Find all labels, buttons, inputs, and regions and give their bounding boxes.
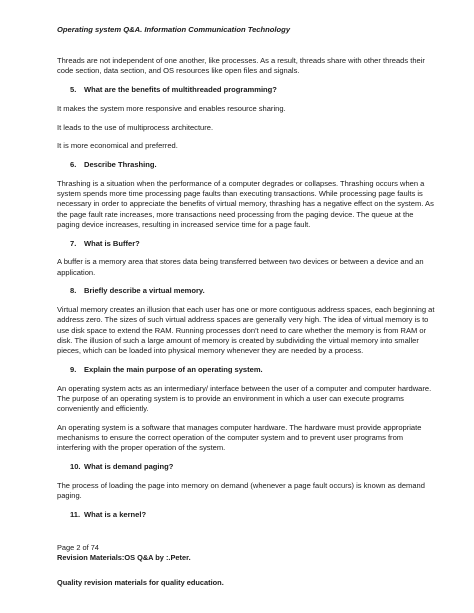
paragraph: An operating system acts as an intermediary/ interface between the user of a computer and computer hardware. The purpose of an operating system is to provide an environment in which a user can execute programs conveniently and efficiently.: [57, 383, 432, 413]
question-text: What is Buffer?: [84, 238, 140, 248]
paragraph: It makes the system more responsive and enables resource sharing.: [57, 103, 286, 113]
question-heading-7: [70, 239, 437, 249]
paragraph: The process of loading the page into memory on demand (whenever a page fault occurs) is known as demand paging.: [57, 480, 425, 500]
question-number: 10.: [70, 462, 81, 471]
question-text: Briefly describe a virtual memory.: [84, 286, 205, 296]
question-heading-9: [70, 365, 437, 375]
paragraph: An operating system is a software that manages computer hardware. The hardware must provide appropriate mechanisms to ensure the correct operation of the computer system and to prevent user programs from interfering with the proper operation of the system.: [57, 422, 422, 453]
paragraph: It is more economical and preferred.: [57, 141, 178, 151]
page-footer: [57, 543, 437, 588]
paragraph: Threads are not independent of one another, like processes. As a result, threads share with other threads their code section, data section, and OS resources like open files and signals.: [57, 56, 425, 76]
question-text: What is a kernel?: [84, 509, 147, 519]
question-number: 7.: [70, 238, 77, 248]
question-heading-5: [70, 85, 437, 95]
paragraph: Thrashing is a situation when the performance of a computer degrades or collapses. Thrashing occurs when a system spends more time processing page faults than executing transactions. While processing page faults is necessary in order to appreciate the benefits of virtual memory, thrashing has a negative effect on the system. As the page fault rate increases, more transactions need processing from the paging device. The queue at the paging device increases, resulting in increased service time for a page fault.: [57, 178, 434, 229]
question-text: What is demand paging?: [84, 462, 174, 471]
question-text: Describe Thrashing.: [84, 160, 157, 170]
paragraph: It leads to the use of multiprocess architecture.: [57, 122, 214, 132]
question-heading-8: [70, 286, 437, 296]
page-number: Page 2 of 74: [57, 543, 99, 552]
running-header: Operating system Q&A. Information Communication Technology: [57, 25, 291, 34]
question-number: 9.: [70, 364, 77, 374]
question-heading-11: [70, 510, 437, 520]
question-number: 6.: [70, 160, 77, 170]
page-content: [57, 56, 437, 529]
question-heading-10: [70, 462, 437, 472]
question-number: 5.: [70, 85, 77, 94]
question-number: 8.: [70, 286, 77, 296]
paragraph: A buffer is a memory area that stores data being transferred between two devices or between a device and an application.: [57, 257, 424, 277]
revision-credit: Revision Materials:OS Q&A by :.Peter.: [57, 553, 191, 562]
question-heading-6: [70, 160, 437, 170]
paragraph: Virtual memory creates an illusion that each user has one or more contiguous address spaces, each beginning at address zero. The sizes of such virtual address spaces are generally very high. The idea of virtual memory is to use disk space to extend the RAM. Running processes don’t need to care whether the memory is from RAM or disk. The illusion of such a large amount of memory is created by subdividing the virtual memory into smaller pieces, which can be loaded into physical memory whenever they are needed by a process.: [57, 305, 435, 355]
question-text: Explain the main purpose of an operating system.: [84, 364, 263, 374]
footer-tagline: Quality revision materials for quality education.: [57, 578, 224, 587]
question-text: What are the benefits of multithreaded programming?: [84, 85, 277, 94]
question-number: 11.: [70, 509, 81, 519]
